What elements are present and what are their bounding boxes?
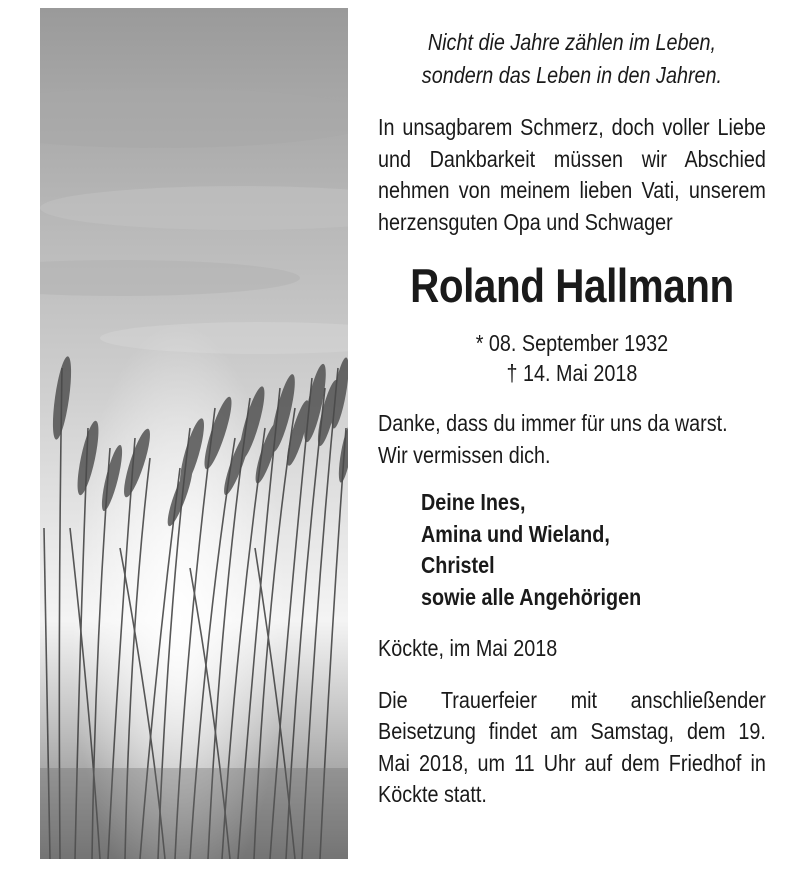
motto-quote xyxy=(378,26,766,92)
birth-date: * 08. September 1932 xyxy=(475,330,669,356)
death-date: † 14. Mai 2018 xyxy=(506,360,638,386)
signer-3: Christel xyxy=(421,552,495,578)
signer-4: sowie alle Angehörigen xyxy=(421,583,642,610)
motto-line-1: Nicht die Jahre zählen im Leben, xyxy=(427,29,716,55)
notice-text-column xyxy=(378,14,766,811)
reed-grass-photo xyxy=(40,8,348,859)
thanks-line-2: Wir vermissen dich. xyxy=(378,441,551,468)
deceased-name: Roland Hallmann xyxy=(410,259,734,312)
signer-1: Deine Ines, xyxy=(421,489,526,515)
signer-2: Amina und Wieland, xyxy=(421,520,610,547)
thanks-message xyxy=(378,408,766,471)
thanks-line-1: Danke, dass du immer für uns da warst. xyxy=(378,410,728,436)
motto-line-2: sondern das Leben in den Jahren. xyxy=(421,62,723,88)
condensed-text-wrapper xyxy=(378,26,766,811)
life-dates xyxy=(378,328,766,388)
place-date: Köckte, im Mai 2018 xyxy=(378,635,558,661)
funeral-info: Die Trauerfeier mit anschließender Beisetzung findet am Samstag, dem 19. Mai 2018, um 11 Uhr auf dem Friedhof in Köckte statt. xyxy=(378,686,766,807)
signers-list xyxy=(421,487,766,613)
intro-paragraph: In unsagbarem Schmerz, doch voller Liebe und Dankbarkeit müssen wir Abschied nehmen von meinem lieben Vati, unserem herzensguten Opa und Schwager xyxy=(378,114,766,235)
